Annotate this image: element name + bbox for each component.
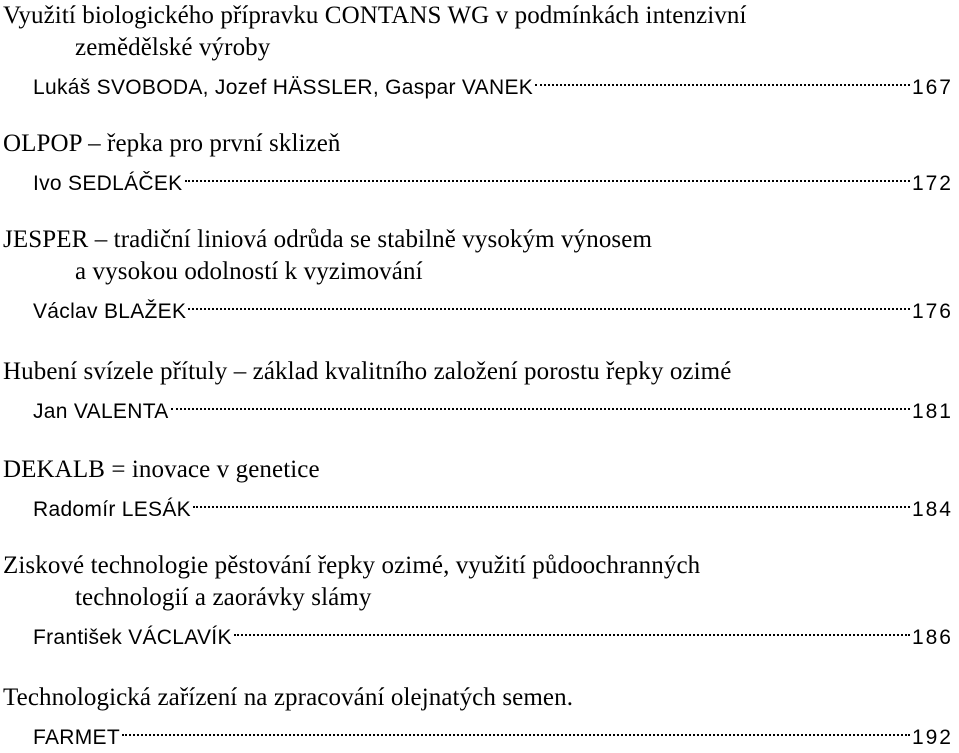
dot-leader [169, 388, 912, 418]
toc-entry [0, 0, 959, 103]
entry-author: Radomír LESÁK [33, 498, 191, 521]
entry-page-number: 192 [911, 726, 953, 749]
entry-title: Hubení svízele přítuly – základ kvalitního založení porostu řepky ozimé [3, 358, 732, 385]
toc-entry [0, 356, 959, 427]
entry-page-number: 181 [911, 400, 953, 423]
entry-author-line [0, 160, 959, 199]
toc-entry [0, 550, 959, 653]
entry-title: Využití biologického přípravku CONTANS WG v podmínkách intenzivní [3, 2, 747, 29]
entry-title-continuation: zemědělské výroby [75, 34, 271, 61]
entry-page-number: 172 [911, 172, 953, 195]
entry-author-line [0, 614, 959, 653]
toc-entry [0, 224, 959, 327]
dot-leader [191, 486, 912, 516]
entry-author-line [0, 288, 959, 327]
entry-author-line [0, 388, 959, 427]
entry-page-number: 184 [911, 498, 953, 521]
entry-author-line [0, 486, 959, 525]
entry-title: Ziskové technologie pěstování řepky ozimé, využití půdoochranných [3, 552, 701, 579]
entry-author: FARMET [33, 726, 120, 749]
toc-entry [0, 128, 959, 199]
entry-title: DEKALB = inovace v genetice [3, 456, 320, 483]
toc-entry [0, 682, 959, 753]
entry-author: Václav BLAŽEK [33, 300, 187, 323]
entry-page-number: 186 [911, 626, 953, 649]
dot-leader [232, 614, 912, 644]
entry-title: OLPOP – řepka pro první sklizeň [3, 130, 341, 157]
toc-entry [0, 454, 959, 525]
entry-author-line [0, 64, 959, 103]
entry-author: Jan VALENTA [33, 400, 169, 423]
entry-author-line [0, 714, 959, 753]
entry-title: JESPER – tradiční liniová odrůda se stabilně vysokým výnosem [3, 226, 652, 253]
entry-title: Technologická zařízení na zpracování olejnatých semen. [3, 684, 574, 711]
entry-author: Lukáš SVOBODA, Jozef HÄSSLER, Gaspar VANEK [33, 76, 534, 99]
entry-title-continuation: a vysokou odolností k vyzimování [75, 258, 423, 285]
entry-author: František VÁCLAVÍK [33, 626, 232, 649]
entry-page-number: 167 [911, 76, 953, 99]
entry-author: Ivo SEDLÁČEK [33, 172, 183, 195]
entry-title-continuation: technologií a zaorávky slámy [75, 584, 372, 611]
entry-page-number: 176 [911, 300, 953, 323]
dot-leader [120, 714, 912, 744]
dot-leader [183, 160, 912, 190]
dot-leader [186, 288, 912, 318]
dot-leader [533, 64, 912, 94]
